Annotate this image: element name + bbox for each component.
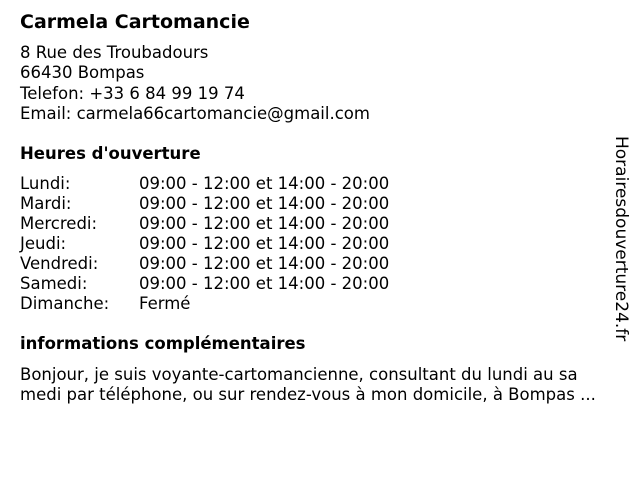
address-street: 8 Rue des Troubadours (20, 43, 209, 62)
info-description (20, 365, 632, 405)
info-description-line: Bonjour, je suis voyante-cartomancienne, consultant du lundi au sa (20, 365, 578, 384)
phone-line: Telefon: +33 6 84 99 19 74 (20, 84, 245, 103)
info-heading: informations complémentaires (20, 334, 306, 353)
hours-day-label: Dimanche: (20, 294, 110, 313)
hours-time-value: 09:00 - 12:00 et 14:00 - 20:00 (139, 234, 390, 253)
hours-day-label: Lundi: (20, 174, 71, 193)
hours-time-value: 09:00 - 12:00 et 14:00 - 20:00 (139, 254, 390, 273)
hours-time-value: 09:00 - 12:00 et 14:00 - 20:00 (139, 214, 390, 233)
hours-day-label: Jeudi: (20, 234, 67, 253)
site-watermark: Horairesdouverture24.fr (611, 136, 631, 342)
email-line: Email: carmela66cartomancie@gmail.com (20, 104, 370, 123)
hours-time-value: Fermé (139, 294, 191, 313)
hours-time-value: 09:00 - 12:00 et 14:00 - 20:00 (139, 174, 390, 193)
hours-time-value: 09:00 - 12:00 et 14:00 - 20:00 (139, 274, 390, 293)
hours-time-value: 09:00 - 12:00 et 14:00 - 20:00 (139, 194, 390, 213)
hours-day-label: Vendredi: (20, 254, 99, 273)
info-description-line: medi par téléphone, ou sur rendez-vous à mon domicile, à Bompas ... (20, 385, 596, 404)
business-name: Carmela Cartomancie (20, 11, 250, 33)
hours-heading: Heures d'ouverture (20, 144, 201, 163)
hours-day-label: Mercredi: (20, 214, 98, 233)
address-city: 66430 Bompas (20, 63, 145, 82)
hours-day-label: Mardi: (20, 194, 72, 213)
hours-day-label: Samedi: (20, 274, 88, 293)
